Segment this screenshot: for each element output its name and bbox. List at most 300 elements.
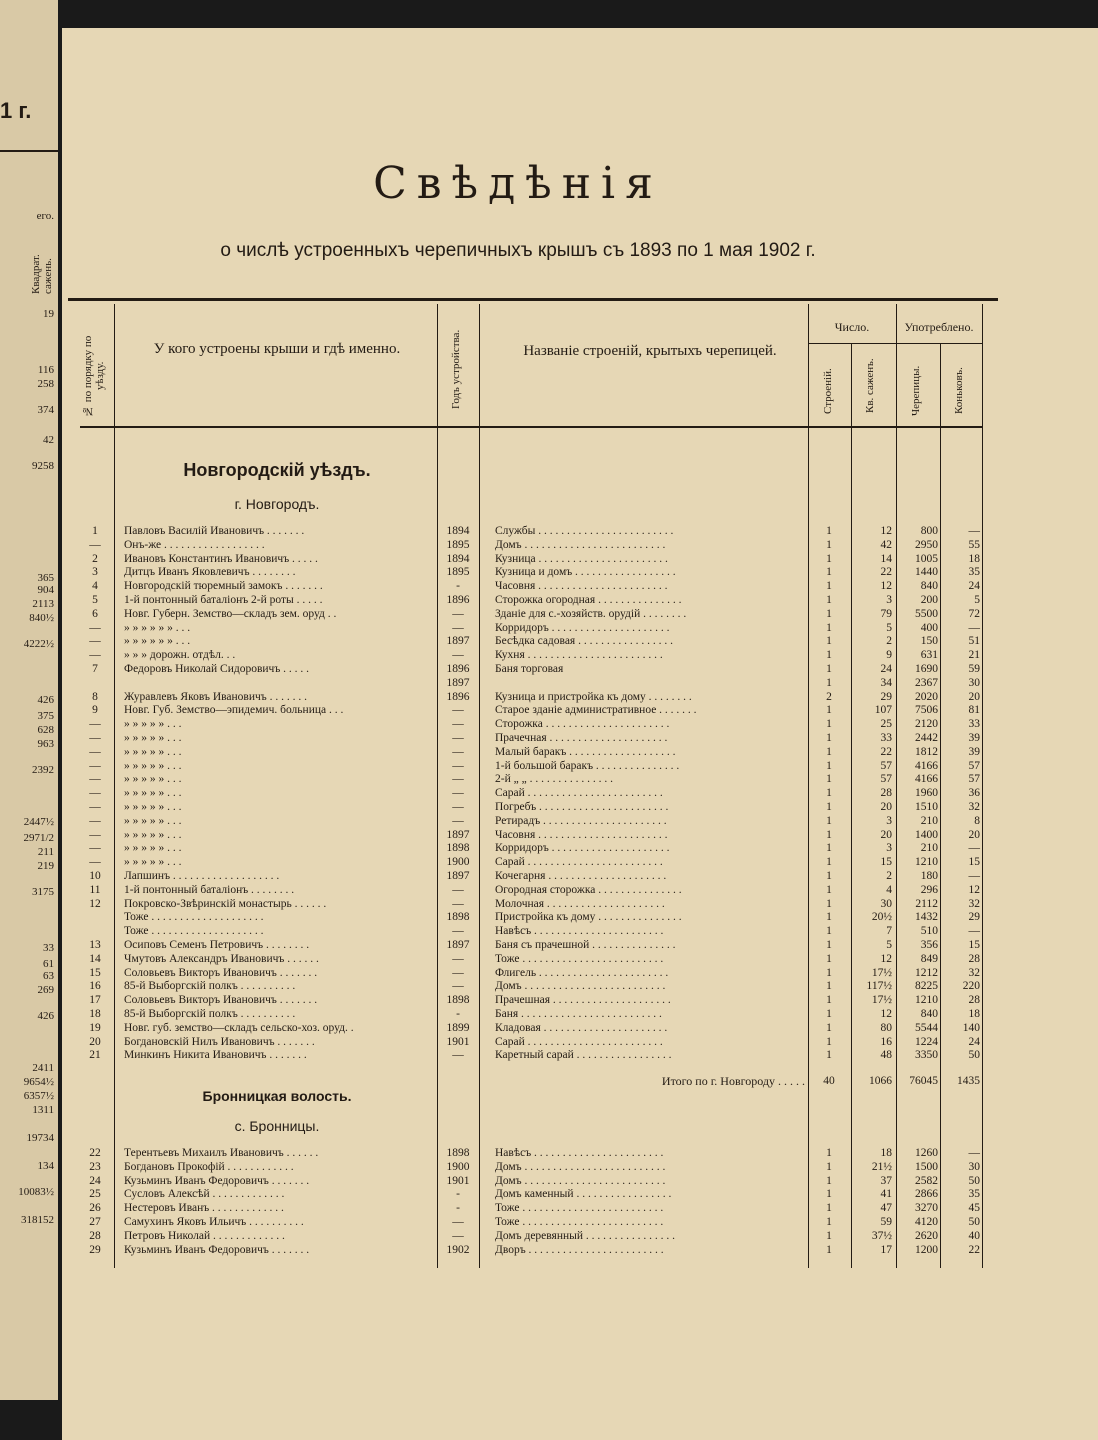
owner-cell: Дитцъ Иванъ Яковлевичъ . . . . . . . .: [124, 566, 296, 579]
row-number: —: [89, 842, 101, 855]
table-row: [0, 952, 1098, 966]
ridge-cell: 21: [968, 649, 980, 662]
ridge-cell: 57: [968, 759, 980, 772]
area-cell: 80: [880, 1021, 892, 1034]
building-cell: Службы . . . . . . . . . . . . . . . . . . . . . . . .: [495, 525, 674, 537]
header-used-ridge: Коньковъ.: [953, 367, 965, 415]
owner-cell: Кузьминъ Иванъ Федоровичъ . . . . . . .: [124, 1174, 310, 1187]
count-cell: 1: [826, 1216, 832, 1228]
table-row: [0, 676, 1098, 690]
count-cell: 1: [826, 745, 832, 758]
area-cell: 2: [886, 870, 892, 882]
tile-cell: 2950: [915, 538, 938, 551]
previous-page-number: 10083½: [18, 1186, 54, 1198]
table-row: [0, 717, 1098, 731]
tile-cell: 296: [920, 883, 938, 896]
tile-cell: 180: [920, 870, 938, 882]
table-row: [0, 662, 1098, 676]
ridge-cell: 15: [968, 856, 980, 869]
count-cell: 1: [826, 732, 832, 744]
owner-cell: Онъ-же . . . . . . . . . . . . . . . . . .: [124, 538, 265, 551]
building-cell: Сторожка огородная . . . . . . . . . . . . . . .: [495, 594, 682, 606]
owner-cell: Тоже . . . . . . . . . . . . . . . . . . . .: [124, 911, 264, 924]
header-count-buildings: Строеній.: [822, 368, 834, 414]
previous-page-number: 33: [43, 942, 54, 954]
header-number: № по порядку по уѣзду.: [82, 335, 106, 417]
row-number: —: [89, 856, 101, 869]
owner-cell: » » » » » » . . .: [124, 635, 191, 648]
building-cell: Кузница . . . . . . . . . . . . . . . . . . . . . . .: [495, 552, 668, 565]
area-cell: 21½: [871, 1160, 892, 1173]
owner-cell: » » » » » . . .: [124, 814, 182, 827]
ridge-cell: 24: [968, 1035, 980, 1048]
tile-cell: 1432: [915, 911, 938, 924]
area-cell: 9: [886, 649, 892, 662]
year-cell: 1901: [446, 1174, 470, 1187]
count-cell: 1: [826, 566, 832, 579]
tile-cell: 2367: [915, 676, 938, 689]
owner-cell: Новг. губ. земство—складъ сельско-хоз. оруд. .: [124, 1021, 354, 1034]
tile-cell: 2112: [915, 897, 938, 910]
building-cell: Часовня . . . . . . . . . . . . . . . . . . . . . . .: [495, 580, 668, 593]
count-cell: 1: [826, 704, 832, 717]
area-cell: 79: [880, 607, 892, 620]
row-number: 23: [89, 1160, 101, 1173]
table-row: [0, 924, 1098, 938]
area-cell: 20: [880, 801, 892, 813]
building-cell: Малый баракъ . . . . . . . . . . . . . . . . . . .: [495, 745, 676, 758]
table-row: [0, 524, 1098, 538]
header-owner: У кого устроены крыши и гдѣ именно.: [153, 341, 401, 357]
section-volost: Бронницкая волость.: [202, 1088, 352, 1104]
ridge-cell: 50: [968, 1174, 980, 1187]
previous-page-number: 61: [43, 958, 54, 970]
previous-page-number: 904: [37, 584, 54, 596]
area-cell: 59: [880, 1216, 892, 1228]
owner-cell: Терентьевъ Михаилъ Ивановичъ . . . . . .: [124, 1147, 319, 1159]
row-number: —: [89, 814, 101, 827]
previous-page-number: 9258: [32, 460, 54, 472]
row-number: 21: [89, 1049, 101, 1062]
building-cell: Баня . . . . . . . . . . . . . . . . . . . . . . . . .: [495, 1008, 662, 1020]
area-cell: 22: [880, 566, 892, 579]
area-cell: 3: [886, 594, 892, 606]
table-top-rule: [68, 298, 998, 301]
year-cell: 1898: [446, 911, 470, 924]
row-number: —: [89, 801, 101, 813]
owner-cell: » » » » » » . . .: [124, 621, 191, 634]
building-cell: Старое зданіе административное . . . . . . .: [495, 704, 697, 717]
year-cell: —: [452, 773, 464, 786]
count-cell: 1: [826, 580, 832, 593]
area-cell: 12: [880, 525, 892, 537]
row-number: 9: [92, 704, 98, 717]
area-cell: 3: [886, 842, 892, 855]
building-cell: Корридоръ . . . . . . . . . . . . . . . . . . . . .: [495, 621, 670, 634]
owner-cell: » » » » » . . .: [124, 745, 182, 758]
building-cell: Домъ . . . . . . . . . . . . . . . . . . . . . . . . .: [495, 538, 666, 551]
table-row: [0, 1007, 1098, 1021]
tile-cell: 1260: [915, 1147, 938, 1159]
tile-cell: 510: [920, 925, 938, 938]
table-row: [0, 841, 1098, 855]
count-cell: 1: [826, 1035, 832, 1048]
table-row: [0, 579, 1098, 593]
area-cell: 5: [886, 939, 892, 951]
building-cell: Тоже . . . . . . . . . . . . . . . . . . . . . . . . .: [495, 1202, 664, 1215]
building-cell: Кузница и пристройка къ дому . . . . . . . .: [495, 690, 692, 703]
ridge-cell: 35: [968, 566, 980, 579]
building-cell: Погребъ . . . . . . . . . . . . . . . . . . . . . . .: [495, 801, 669, 813]
ridge-cell: 51: [968, 635, 980, 648]
row-number: —: [89, 538, 101, 551]
previous-page-number: 42: [43, 434, 54, 446]
row-number: —: [89, 718, 101, 731]
table-row: [0, 565, 1098, 579]
building-cell: Навѣсъ . . . . . . . . . . . . . . . . . . . . . . .: [495, 1147, 664, 1159]
section-city: г. Новгородъ.: [234, 496, 320, 512]
table-row: [0, 1021, 1098, 1035]
area-cell: 117½: [866, 980, 892, 993]
building-cell: 1-й большой баракъ . . . . . . . . . . . . . . .: [495, 759, 680, 772]
table-row: [0, 869, 1098, 883]
tile-cell: 2020: [915, 690, 938, 703]
building-cell: Домъ . . . . . . . . . . . . . . . . . . . . . . . . .: [495, 1160, 666, 1173]
tile-cell: 1510: [915, 801, 938, 813]
owner-cell: Журавлевъ Яковъ Ивановичъ . . . . . . .: [124, 690, 307, 703]
ridge-cell: 39: [968, 745, 980, 758]
tile-cell: 840: [920, 580, 938, 593]
row-number: 27: [89, 1216, 101, 1228]
building-cell: Каретный сарай . . . . . . . . . . . . . . . . .: [495, 1049, 672, 1062]
ridge-cell: 45: [968, 1202, 980, 1215]
area-cell: 57: [880, 759, 892, 772]
row-number: —: [89, 787, 101, 800]
previous-page-number: 963: [37, 738, 54, 750]
owner-cell: » » » » » . . .: [124, 759, 182, 772]
building-cell: Бесѣдка садовая . . . . . . . . . . . . . . . . .: [495, 635, 673, 648]
year-cell: —: [452, 966, 464, 979]
year-cell: 1897: [446, 635, 470, 648]
owner-cell: 85-й Выборгскій полкъ . . . . . . . . . .: [124, 1008, 296, 1020]
owner-cell: Самухинъ Яковъ Ильичъ . . . . . . . . . .: [124, 1216, 304, 1228]
ridge-cell: 57: [968, 773, 980, 786]
area-cell: 12: [880, 580, 892, 593]
building-cell: Ретирадъ . . . . . . . . . . . . . . . . . . . . . .: [495, 814, 667, 827]
count-cell: 1: [826, 635, 832, 648]
header-used-group: Употреблено.: [904, 320, 974, 334]
previous-page-number: 2392: [32, 764, 54, 776]
building-cell: Огородная сторожка . . . . . . . . . . . . . . .: [495, 883, 682, 896]
count-cell: 1: [826, 1160, 832, 1173]
previous-page-number: 2971/2: [23, 832, 54, 844]
year-cell: 1897: [446, 870, 470, 882]
row-number: 10: [89, 870, 101, 882]
previous-page-number: 426: [37, 694, 54, 706]
count-cell: 1: [826, 1243, 832, 1256]
tile-cell: 210: [920, 842, 938, 855]
row-number: 28: [89, 1229, 101, 1242]
count-cell: 1: [826, 828, 832, 841]
building-cell: Молочная . . . . . . . . . . . . . . . . . . . . .: [495, 897, 665, 910]
tile-cell: 1440: [915, 566, 938, 579]
tile-cell: 2120: [915, 718, 938, 731]
previous-page-number: 374: [37, 404, 54, 416]
previous-page-number: 134: [37, 1160, 54, 1172]
owner-cell: Соловьевъ Викторъ Ивановичъ . . . . . . .: [124, 966, 318, 979]
previous-page-number: 63: [43, 970, 54, 982]
previous-page-number: 2447½: [23, 816, 54, 828]
header-count-area: Кв. саженъ.: [864, 358, 876, 414]
count-cell: 1: [826, 870, 832, 882]
year-cell: 1895: [446, 566, 470, 579]
count-cell: 1: [826, 980, 832, 993]
area-cell: 22: [880, 745, 892, 758]
owner-cell: Новг. Губ. Земство—эпидемич. больница . . .: [124, 704, 344, 717]
tile-cell: 1812: [915, 745, 938, 758]
ridge-cell: 220: [962, 980, 980, 993]
count-cell: 1: [826, 594, 832, 606]
area-cell: 2: [886, 635, 892, 648]
previous-page-number: 9654½: [23, 1076, 54, 1088]
count-cell: 1: [826, 525, 832, 537]
tile-cell: 5500: [915, 607, 938, 620]
area-cell: 17½: [871, 994, 892, 1007]
building-cell: Зданіе для с.-хозяйств. орудій . . . . . . . .: [495, 607, 687, 620]
count-cell: 1: [826, 1021, 832, 1034]
tile-cell: 800: [920, 525, 938, 537]
building-cell: Домъ каменный . . . . . . . . . . . . . . . . .: [495, 1188, 672, 1201]
year-cell: —: [452, 759, 464, 772]
count-cell: 1: [826, 1188, 832, 1201]
ridge-cell: 35: [968, 1188, 980, 1201]
year-cell: 1897: [446, 828, 470, 841]
year-cell: —: [452, 980, 464, 993]
count-cell: 1: [826, 1202, 832, 1215]
count-cell: 1: [826, 856, 832, 869]
owner-cell: Федоровъ Николай Сидоровичъ . . . . .: [124, 663, 310, 675]
ridge-cell: 28: [968, 952, 980, 965]
ridge-cell: —: [968, 842, 980, 855]
owner-cell: 1-й понтонный баталіонъ . . . . . . . .: [124, 883, 295, 896]
table-row: [0, 1160, 1098, 1174]
ridge-cell: 20: [968, 828, 980, 841]
table-row: [0, 745, 1098, 759]
section-uezd: Новгородскій уѣздъ.: [183, 460, 371, 480]
year-cell: —: [452, 745, 464, 758]
owner-cell: Кузьминъ Иванъ Федоровичъ . . . . . . .: [124, 1243, 310, 1256]
owner-cell: 85-й Выборгскій полкъ . . . . . . . . . .: [124, 980, 296, 993]
ridge-cell: 18: [968, 552, 980, 565]
owner-cell: » » » » » . . .: [124, 828, 182, 841]
previous-page-column-head: Квадрат. сажень.: [30, 254, 54, 294]
area-cell: 4: [886, 883, 892, 896]
table-row: [0, 966, 1098, 980]
area-cell: 57: [880, 773, 892, 786]
ridge-cell: 72: [968, 607, 980, 620]
ridge-cell: 32: [968, 897, 980, 910]
owner-cell: Лапшинъ . . . . . . . . . . . . . . . . . . .: [124, 870, 280, 882]
ridge-cell: 15: [968, 939, 980, 951]
building-cell: Сарай . . . . . . . . . . . . . . . . . . . . . . . .: [495, 856, 663, 869]
count-cell: 1: [826, 842, 832, 855]
tile-cell: 1690: [915, 663, 938, 675]
year-cell: —: [452, 897, 464, 910]
year-cell: -: [456, 1202, 460, 1215]
ridge-cell: 18: [968, 1008, 980, 1020]
ridge-cell: 24: [968, 580, 980, 593]
year-cell: —: [452, 814, 464, 827]
year-cell: —: [452, 883, 464, 896]
year-cell: 1896: [446, 690, 470, 703]
owner-cell: Соловьевъ Викторъ Ивановичъ . . . . . . .: [124, 994, 318, 1007]
tile-cell: 1500: [915, 1160, 938, 1173]
ridge-cell: —: [968, 621, 980, 634]
row-number: —: [89, 732, 101, 744]
area-cell: 37½: [871, 1229, 892, 1242]
area-cell: 17½: [871, 966, 892, 979]
document-subtitle: о числѣ устроенныхъ черепичныхъ крышъ съ 1893 по 1 мая 1902 г.: [220, 240, 816, 261]
previous-page-number: 211: [37, 846, 54, 858]
header-used-tile: Черепицы.: [910, 365, 922, 417]
area-cell: 29: [880, 690, 892, 703]
building-cell: Прачешная . . . . . . . . . . . . . . . . . . . . .: [495, 994, 671, 1007]
count-cell: 1: [826, 787, 832, 800]
tile-cell: 8225: [915, 980, 938, 993]
ridge-cell: 30: [968, 676, 980, 689]
table-row: [0, 910, 1098, 924]
total-label: Итого по г. Новгороду . . . . .: [661, 1074, 805, 1088]
count-cell: 1: [826, 939, 832, 951]
building-cell: Сарай . . . . . . . . . . . . . . . . . . . . . . . .: [495, 787, 663, 800]
ridge-cell: 39: [968, 732, 980, 744]
table-row: [0, 703, 1098, 717]
ridge-cell: 36: [968, 787, 980, 800]
building-cell: Навѣсъ . . . . . . . . . . . . . . . . . . . . . . .: [495, 925, 664, 938]
row-number: 3: [92, 566, 98, 579]
tile-cell: 840: [920, 1008, 938, 1020]
table-row: [0, 1201, 1098, 1215]
ridge-cell: 32: [968, 966, 980, 979]
area-cell: 20: [880, 828, 892, 841]
building-cell: Баня торговая: [495, 663, 564, 675]
owner-cell: Богдановскій Нилъ Ивановичъ . . . . . . .: [124, 1035, 315, 1048]
area-cell: 41: [880, 1188, 892, 1201]
owner-cell: Тоже . . . . . . . . . . . . . . . . . . . .: [124, 925, 264, 938]
area-cell: 47: [880, 1202, 892, 1215]
owner-cell: Минкинъ Никита Ивановичъ . . . . . . .: [124, 1049, 307, 1062]
ridge-cell: 32: [968, 801, 980, 813]
row-number: 14: [89, 952, 101, 965]
previous-page-number: 426: [37, 1010, 54, 1022]
year-cell: —: [452, 925, 464, 938]
count-cell: 1: [826, 925, 832, 938]
row-number: 6: [92, 607, 98, 620]
ridge-cell: —: [968, 870, 980, 882]
building-cell: Корридоръ . . . . . . . . . . . . . . . . . . . . .: [495, 842, 670, 855]
count-group-rule: [808, 343, 896, 344]
table-row: [0, 786, 1098, 800]
year-cell: —: [452, 1229, 464, 1242]
year-cell: 1901: [446, 1035, 470, 1048]
previous-page-number: 116: [37, 364, 54, 376]
year-cell: 1898: [446, 994, 470, 1007]
building-cell: Домъ деревянный . . . . . . . . . . . . . . . .: [495, 1229, 676, 1242]
area-cell: 12: [880, 952, 892, 965]
used-group-rule: [896, 343, 982, 344]
building-cell: Дворъ . . . . . . . . . . . . . . . . . . . . . . . .: [495, 1243, 664, 1256]
row-number: 12: [89, 897, 101, 910]
building-cell: Кочегарня . . . . . . . . . . . . . . . . . . . . .: [495, 870, 667, 882]
ridge-cell: 30: [968, 1160, 980, 1173]
building-cell: Флигель . . . . . . . . . . . . . . . . . . . . . . .: [495, 966, 669, 979]
year-cell: —: [452, 1049, 464, 1062]
tile-cell: 3270: [915, 1202, 938, 1215]
previous-page-column-number: 19: [43, 308, 54, 320]
table-row: [0, 621, 1098, 635]
row-number: —: [89, 635, 101, 648]
ridge-cell: 59: [968, 663, 980, 675]
area-cell: 7: [886, 925, 892, 938]
owner-cell: » » » » » . . .: [124, 842, 182, 855]
building-cell: Прачечная . . . . . . . . . . . . . . . . . . . . .: [495, 732, 668, 744]
tile-cell: 4166: [915, 759, 938, 772]
year-cell: —: [452, 732, 464, 744]
owner-cell: Нестеровъ Иванъ . . . . . . . . . . . . .: [124, 1202, 284, 1215]
year-cell: 1899: [446, 1021, 470, 1034]
total-ridge: 1435: [957, 1075, 980, 1087]
building-cell: Пристройка къ дому . . . . . . . . . . . . . . .: [495, 911, 682, 924]
row-number: —: [89, 759, 101, 772]
tile-cell: 7506: [915, 704, 938, 717]
area-cell: 14: [880, 552, 892, 565]
ridge-cell: 12: [968, 883, 980, 896]
area-cell: 20½: [871, 911, 892, 924]
previous-page-number: 318152: [21, 1214, 54, 1226]
tile-cell: 4166: [915, 773, 938, 786]
ridge-cell: 5: [974, 594, 980, 606]
owner-cell: Павловъ Василій Ивановичъ . . . . . . .: [124, 525, 305, 537]
tile-cell: 631: [920, 649, 938, 662]
previous-page-number: 840½: [29, 612, 54, 624]
header-building: Названіе строеній, крытыхъ черепицей.: [523, 343, 777, 359]
table-row: [0, 993, 1098, 1007]
area-cell: 25: [880, 718, 892, 731]
tile-cell: 3350: [915, 1049, 938, 1062]
count-cell: 1: [826, 1049, 832, 1062]
previous-page-rule: [0, 150, 58, 152]
tile-cell: 2866: [915, 1188, 938, 1201]
area-cell: 17: [880, 1243, 892, 1256]
ridge-cell: —: [968, 925, 980, 938]
ridge-cell: 40: [968, 1229, 980, 1242]
building-cell: Кухня . . . . . . . . . . . . . . . . . . . . . . . .: [495, 649, 663, 662]
tile-cell: 1400: [915, 828, 938, 841]
area-cell: 42: [880, 538, 892, 551]
row-number: —: [89, 828, 101, 841]
row-number: —: [89, 773, 101, 786]
area-cell: 18: [880, 1147, 892, 1159]
table-row: [0, 1229, 1098, 1243]
building-cell: Тоже . . . . . . . . . . . . . . . . . . . . . . . . .: [495, 1216, 664, 1228]
previous-page-column-head: его.: [36, 210, 54, 222]
year-cell: 1897: [446, 676, 470, 689]
tile-cell: 150: [920, 635, 938, 648]
owner-cell: » » » дорожн. отдѣл. . .: [124, 649, 236, 662]
year-cell: —: [452, 704, 464, 717]
owner-cell: » » » » » . . .: [124, 773, 182, 786]
previous-page-number: 628: [37, 724, 54, 736]
